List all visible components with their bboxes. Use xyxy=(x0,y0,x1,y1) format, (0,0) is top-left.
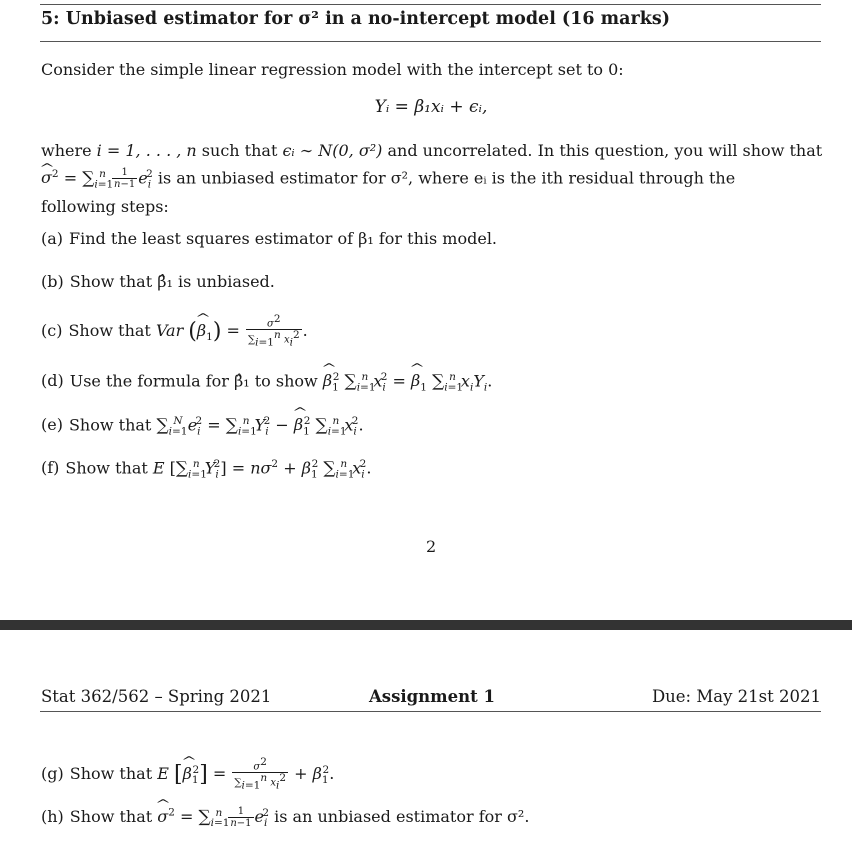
part-h: (h) Show that ^ $\sigma^2 = \sum_{i=1}^n$ $\frac{1}{n-1}$ $e_i^2$ is an unbiased estimator for σ². xyxy=(41,806,529,829)
paragraph-line-2: ^ $\sigma^2 = \sum_{i=1}^n$ $\frac{1}{n-1}$ $e_i^2$ is an unbiased estimator for σ², where eᵢ is the ith residual through the xyxy=(41,163,821,196)
part-e: (e) Show that $\sum_{i=1}^N$ $e_i^2 = \sum_{i=1}^n$ $Y_i^2$ − ^ $\beta_1^2$ $\sum_{i=1}^n$ $x_i^2$. xyxy=(41,415,364,438)
section-title: 5: Unbiased estimator for σ² in a no-intercept model (16 marks) xyxy=(41,9,670,29)
model-equation: Yᵢ = β₁xᵢ + ϵᵢ, xyxy=(374,97,488,117)
part-c: (c) Show that Var (^ $\beta_1$) = $\frac{\sigma^2}{\sum_{i=1}^n x_i^2}$ . xyxy=(41,314,308,349)
section-rule-top xyxy=(40,4,821,5)
part-g: (g) Show that E [^ $\beta_1^2$] = $\frac{\sigma^2}{\sum_{i=1}^n x_i^2}$ + $\beta_1^2$. xyxy=(41,757,334,792)
page-divider xyxy=(0,620,852,630)
part-a: (a) Find the least squares estimator of β₁ for this model. xyxy=(41,229,498,248)
header-assignment: Assignment 1 xyxy=(369,687,495,706)
setup-paragraph xyxy=(41,140,821,218)
running-header xyxy=(40,687,821,712)
header-course: Stat 362/562 – Spring 2021 xyxy=(41,687,272,706)
paragraph-line-3: following steps: xyxy=(41,196,169,216)
part-f: (f) Show that E [$\sum_{i=1}^n$ $Y_i^2] = n\sigma^2 + \beta_1^2$ $\sum_{i=1}^n$ $x_i^2$. xyxy=(41,458,372,481)
page-number: 2 xyxy=(426,537,437,556)
section-rule-bottom xyxy=(40,41,821,42)
part-b: (b) Show that β̂₁ is unbiased. xyxy=(41,272,275,291)
part-d: (d) Use the formula for β̂₁ to show ^ $\beta_1^2$ $\sum_{i=1}^n$ $x_i^2$ = ^ $\beta_1$ $\sum_{i=1}^n$ $x_iY_i$. xyxy=(41,371,492,394)
intro-text: Consider the simple linear regression model with the intercept set to 0: xyxy=(41,60,624,79)
header-due-date: Due: May 21st 2021 xyxy=(651,687,821,706)
paragraph-line-1: where i = 1, . . . , n such that ϵᵢ ∼ N(0, σ²) and uncorrelated. In this question, you will show that xyxy=(41,141,823,160)
